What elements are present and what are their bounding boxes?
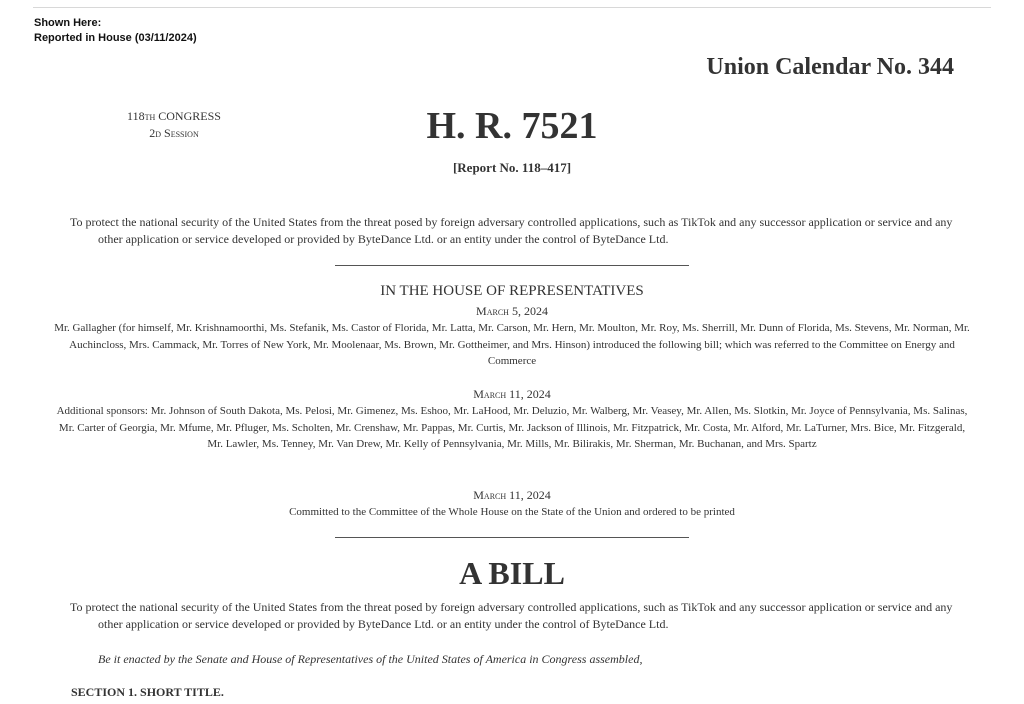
action-date: March 5, 2024 xyxy=(476,304,548,318)
divider xyxy=(335,537,689,538)
report-number: [Report No. 118–417] xyxy=(452,160,572,175)
a-bill-heading: A BILL xyxy=(459,555,565,591)
congress-number: 118th CONGRESS xyxy=(127,109,221,123)
shown-here-value: Reported in House (03/11/2024) xyxy=(34,32,197,44)
top-divider xyxy=(33,7,991,8)
enacting-clause: Be it enacted by the Senate and House of Representatives of the United States of America in Congress assembled, xyxy=(98,652,643,666)
house-heading: IN THE HOUSE OF REPRESENTATIVES xyxy=(380,283,644,299)
committed-action: Committed to the Committee of the Whole House on the State of the Union and ordered to be printed xyxy=(289,506,735,518)
action-date: March 11, 2024 xyxy=(473,387,551,401)
additional-sponsors: Additional sponsors: Mr. Johnson of South Dakota, Ms. Pelosi, Mr. Gimenez, Ms. Eshoo, Mr. LaHood, Mr. Deluzio, Mr. Walberg, Mr. Veasey, Mr. Allen, Ms. Slotkin, Mr. Joyce of Pennsylvania, Ms. Salinas, Mr. Carter of Georgia, Mr. Mfume, Mr. Pfluger, Ms. Scholten, Mr. Crenshaw, Mr. Pappas, Mr. Curtis, Mr. Jackson of Illinois, Mr. Fitzpatrick, Mr. Costa, Mr. Alford, Mr. LaTurner, Mrs. Bice, Mr. Fitzgerald, Mr. Lawler, Ms. Tenney, Mr. Van Drew, Mr. Kelly of Pennsylvania, Mr. Mills, Mr. Bilirakis, Mr. Sherman, Mr. Buchanan, and Mrs. Spartz xyxy=(56,405,968,450)
bill-purpose: To protect the national security of the United States from the threat posed by foreign adversary controlled applications, such as TikTok and any successor application or service and any other application or service developed or provided by ByteDance Ltd. or an entity under the control of ByteDance Ltd. xyxy=(70,215,953,246)
shown-here-header xyxy=(34,16,197,46)
session-number: 2d Session xyxy=(149,126,199,140)
divider xyxy=(335,265,689,266)
shown-here-label: Shown Here: xyxy=(34,17,102,29)
bill-number: H. R. 7521 xyxy=(426,105,598,147)
union-calendar-number: Union Calendar No. 344 xyxy=(706,54,954,80)
action-date: March 11, 2024 xyxy=(473,488,551,502)
introduction-action: Mr. Gallagher (for himself, Mr. Krishnamoorthi, Ms. Stefanik, Ms. Castor of Florida, Mr. Latta, Mr. Carson, Mr. Hern, Mr. Moulton, Mr. Roy, Ms. Sherrill, Mr. Dunn of Florida, Ms. Stevens, Mr. Norman, Mr. Auchincloss, Mrs. Cammack, Mr. Torres of New York, Mr. Moolenaar, Ms. Brown, Mr. Gottheimer, and Mrs. Hinson) introduced the following bill; which was referred to the Committee on Energy and Commerce xyxy=(54,322,970,367)
bill-purpose-repeat: To protect the national security of the United States from the threat posed by foreign adversary controlled applications, such as TikTok and any successor application or service and any other application or service developed or provided by ByteDance Ltd. or an entity under the control of ByteDance Ltd. xyxy=(70,600,953,631)
section-1-title: SECTION 1. SHORT TITLE. xyxy=(71,685,224,699)
